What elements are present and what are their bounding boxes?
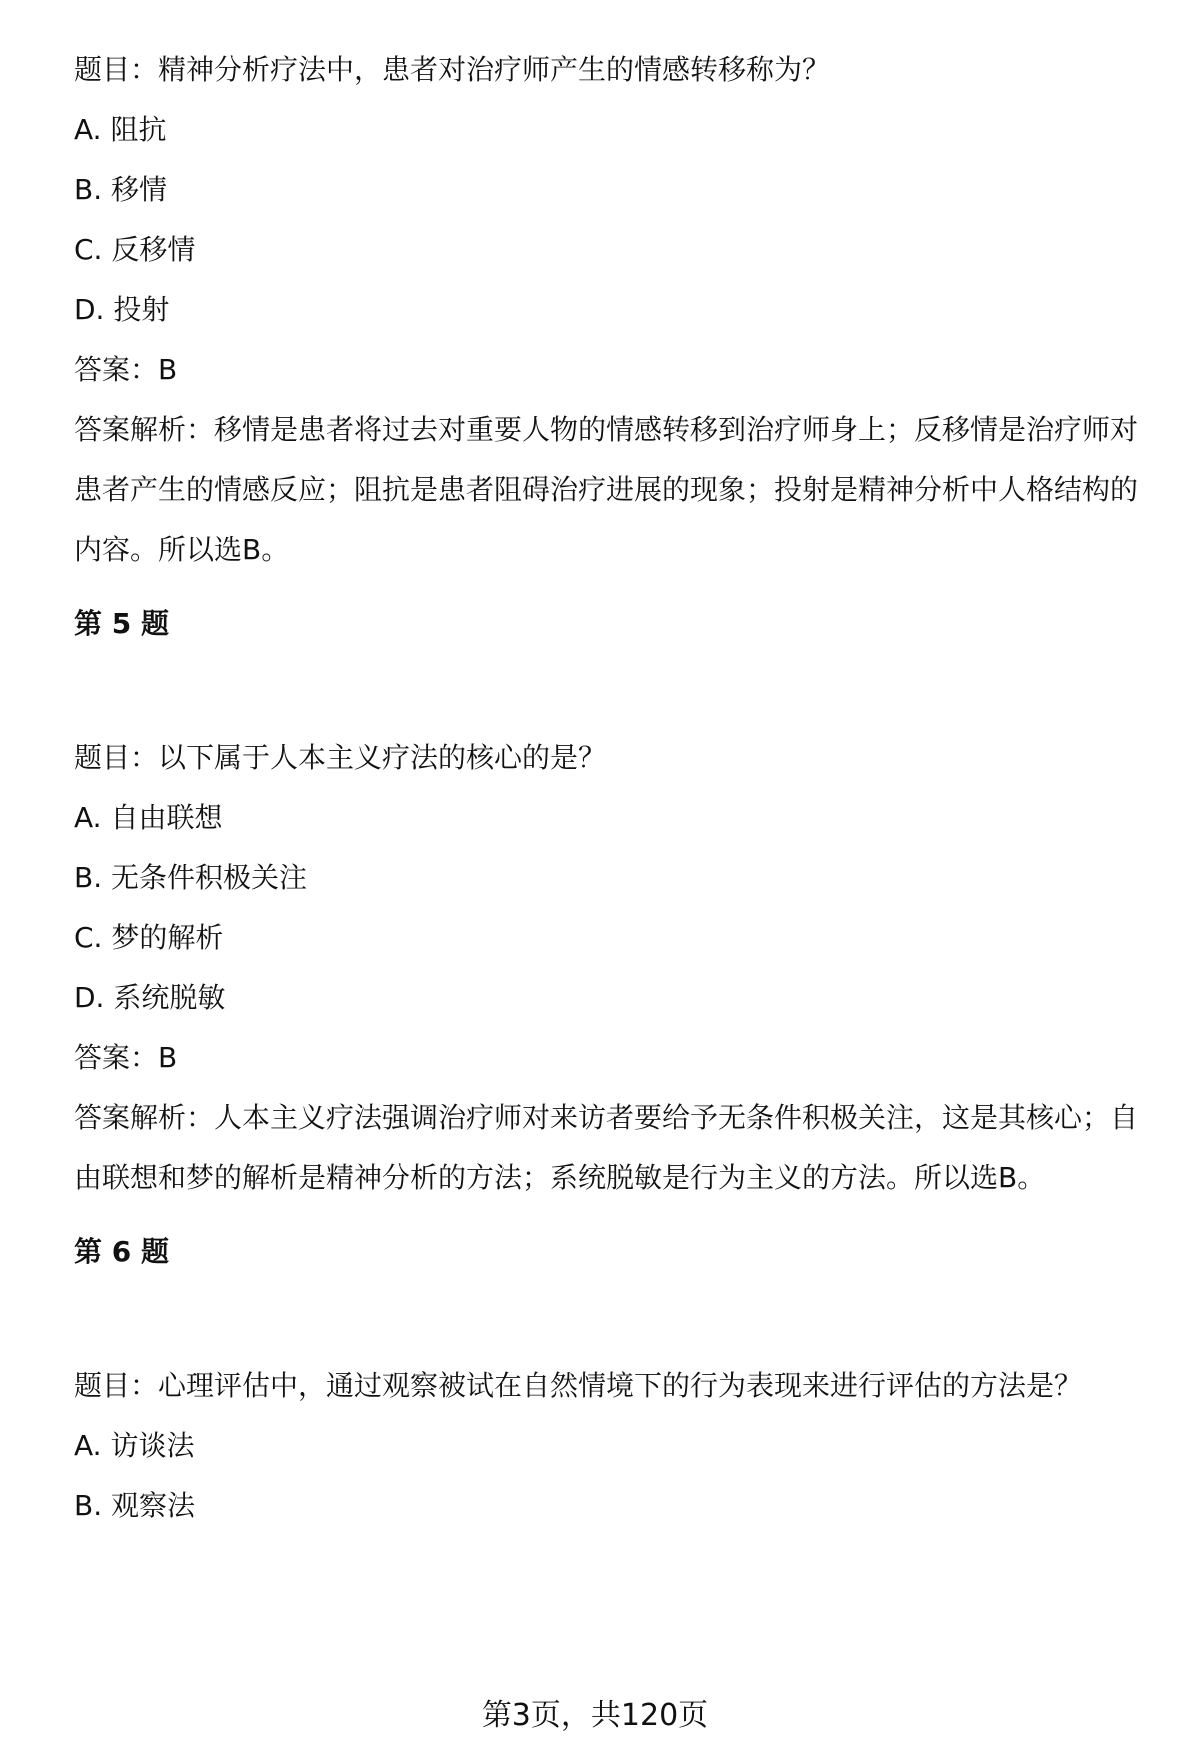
option-c: C. 梦的解析 xyxy=(74,921,224,954)
explanation-text: 答案解析：人本主义疗法强调治疗师对来访者要给予无条件积极关注，这是其核心；自由联想和梦的解析是精神分析的方法；系统脱敏是行为主义的方法。所以选B。 xyxy=(74,1101,1139,1194)
option-b: B. 无条件积极关注 xyxy=(74,861,308,894)
option-a: A. 自由联想 xyxy=(74,801,223,834)
question-block-5 xyxy=(74,594,1164,1208)
option-a: A. 阻抗 xyxy=(74,113,167,146)
answer-text: 答案：B xyxy=(74,353,178,386)
answer-text: 答案：B xyxy=(74,1041,178,1074)
option-a: A. 访谈法 xyxy=(74,1429,195,1462)
question-heading: 第 6 题 xyxy=(74,1235,169,1268)
option-c: C. 反移情 xyxy=(74,233,196,266)
question-heading: 第 5 题 xyxy=(74,607,169,640)
option-d: D. 投射 xyxy=(74,293,170,326)
explanation-text: 答案解析：移情是患者将过去对重要人物的情感转移到治疗师身上；反移情是治疗师对患者产生的情感反应；阻抗是患者阻碍治疗进展的现象；投射是精神分析中人格结构的内容。所以选B。 xyxy=(74,413,1139,566)
option-b: B. 观察法 xyxy=(74,1489,196,1522)
page-number: 第3页，共120页 xyxy=(481,1698,709,1733)
question-text: 题目：精神分析疗法中，患者对治疗师产生的情感转移称为？ xyxy=(74,53,831,86)
question-text: 题目：以下属于人本主义疗法的核心的是？ xyxy=(74,741,607,774)
option-b: B. 移情 xyxy=(74,173,168,206)
option-d: D. 系统脱敏 xyxy=(74,981,226,1014)
question-block-6 xyxy=(74,1222,1164,1536)
document-page xyxy=(74,40,1164,1536)
question-block-4 xyxy=(74,40,1164,580)
question-text: 题目：心理评估中，通过观察被试在自然情境下的行为表现来进行评估的方法是？ xyxy=(74,1369,1083,1402)
